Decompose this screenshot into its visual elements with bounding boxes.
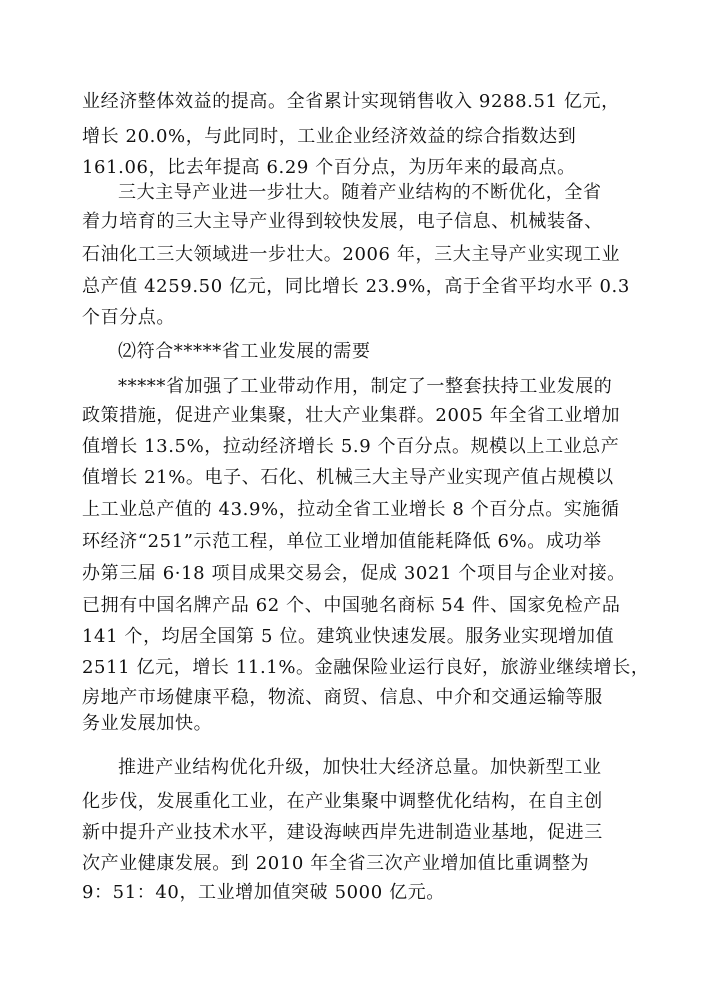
p3-line-10: 2511 亿元，增长 11.1%。金融保险业运行良好，旅游业继续增长，	[82, 657, 650, 678]
p3-line-6: 环经济“251”示范工程，单位工业增加值能耗降低 6%。成功举	[82, 531, 602, 552]
p4-line-4: 次产业健康发展。到 2010 年全省三次产业增加值比重调整为	[82, 853, 590, 874]
p2-line-5: 个百分点。	[82, 307, 175, 328]
p1-line-1: 业经济整体效益的提高。全省累计实现销售收入 9288.51 亿元，	[82, 91, 620, 112]
section-heading: ⑵符合*****省工业发展的需要	[118, 341, 371, 362]
p3-line-7: 办第三届 6·18 项目成果交易会，促成 3021 个项目与企业对接。	[82, 563, 626, 584]
p2-line-4: 总产值 4259.50 亿元，同比增长 23.9%，高于全省平均水平 0.3	[82, 276, 630, 297]
p3-line-12: 务业发展加快。	[82, 713, 213, 734]
p4-line-3: 新中提升产业技术水平，建设海峡西岸先进制造业基地，促进三	[82, 822, 603, 843]
p2-line-2: 着力培育的三大主导产业得到较快发展，电子信息、机械装备、	[82, 211, 603, 232]
p3-line-4: 值增长 21%。电子、石化、机械三大主导产业实现产值占规模以	[82, 467, 614, 488]
p3-line-3: 值增长 13.5%，拉动经济增长 5.9 个百分点。规模以上工业总产	[82, 436, 620, 457]
p3-line-2: 政策措施，促进产业集聚，壮大产业集群。2005 年全省工业增加	[82, 405, 621, 426]
p4-line-1: 推进产业结构优化升级，加快壮大经济总量。加快新型工业	[118, 757, 602, 778]
p1-line-3: 161.06，比去年提高 6.29 个百分点，为历年来的最高点。	[82, 157, 576, 178]
p2-line-3: 石油化工三大领域进一步壮大。2006 年，三大主导产业实现工业	[82, 244, 621, 265]
p3-line-11: 房地产市场健康平稳，物流、商贸、信息、中介和交通运输等服	[82, 687, 603, 708]
p3-line-1: *****省加强了工业带动作用，制定了一整套扶持工业发展的	[118, 376, 613, 397]
p3-line-5: 上工业总产值的 43.9%，拉动全省工业增长 8 个百分点。实施循	[82, 499, 620, 520]
p2-line-1: 三大主导产业进一步壮大。随着产业结构的不断优化，全省	[118, 182, 602, 203]
p3-line-8: 已拥有中国名牌产品 62 个、中国驰名商标 54 件、国家免检产品	[82, 595, 621, 616]
p4-line-5: 9：51：40，工业增加值突破 5000 亿元。	[82, 882, 445, 903]
p4-line-2: 化步伐，发展重化工业，在产业集聚中调整优化结构，在自主创	[82, 791, 603, 812]
p1-line-2: 增长 20.0%，与此同时，工业企业经济效益的综合指数达到	[82, 126, 577, 147]
p3-line-9: 141 个，均居全国第 5 位。建筑业快速发展。服务业实现增加值	[82, 626, 615, 647]
